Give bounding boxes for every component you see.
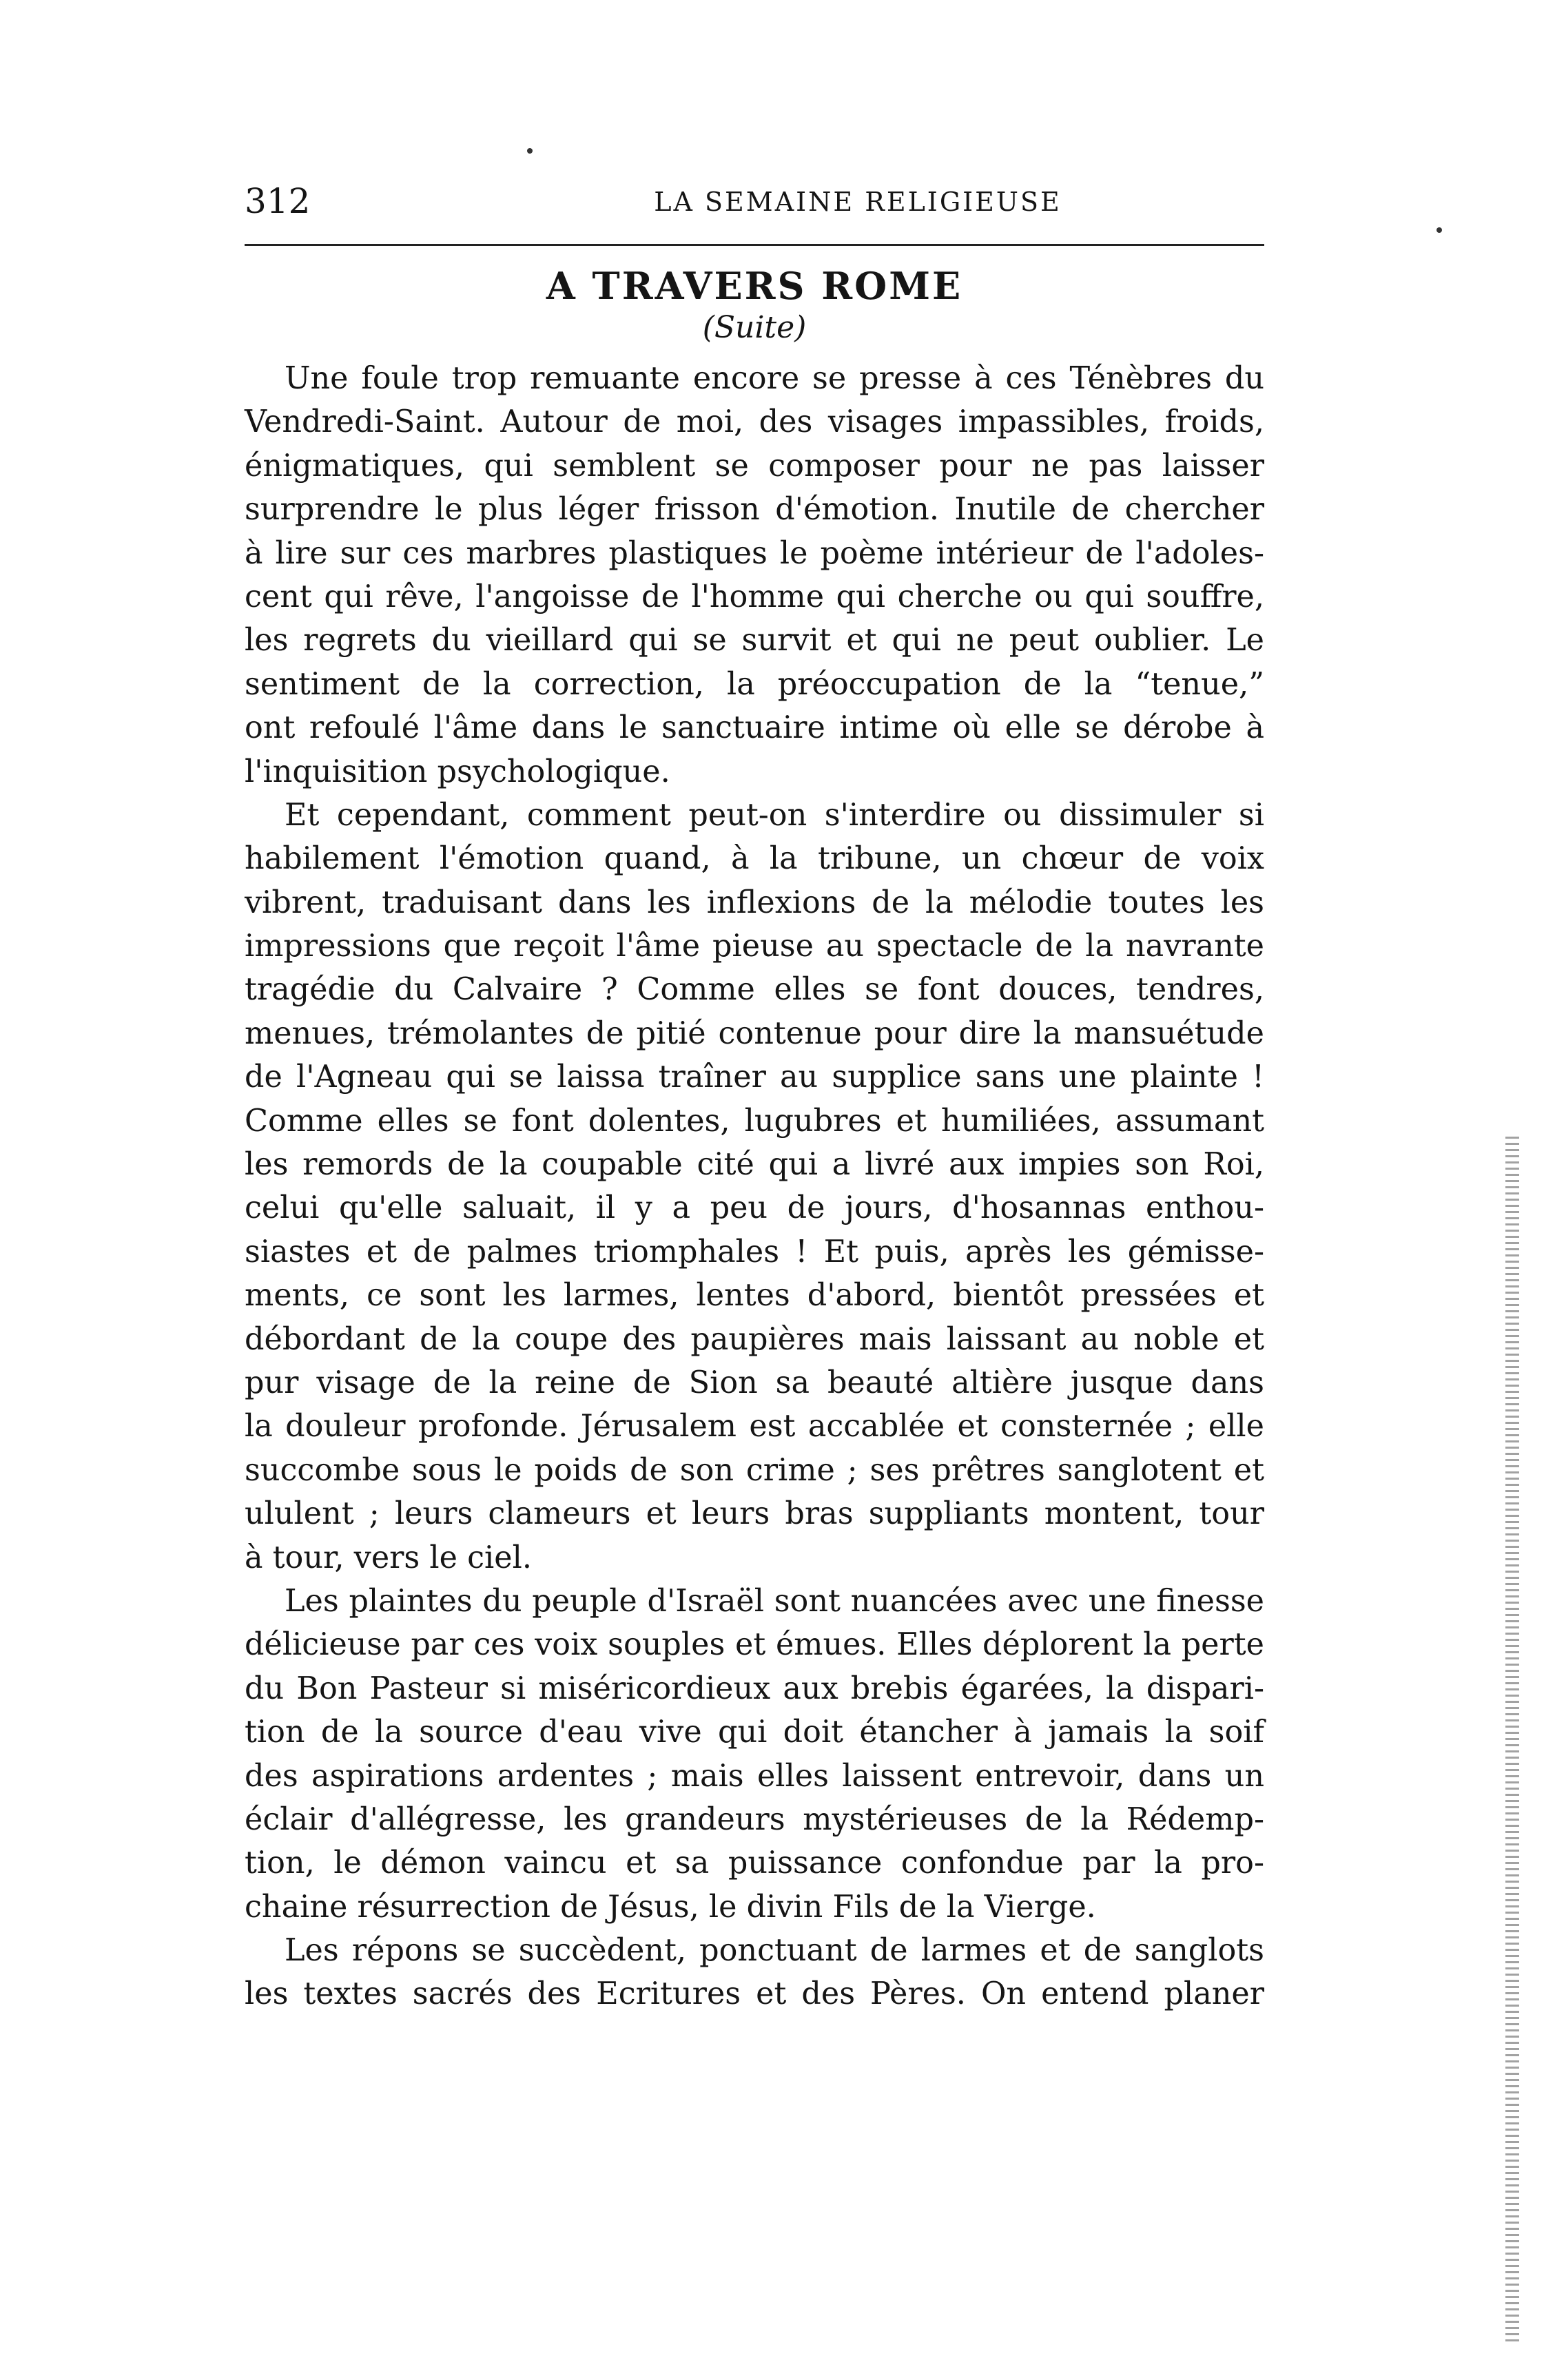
article-title: A TRAVERS ROME <box>546 264 963 308</box>
text-line: habilement l'émotion quand, à la tribune, un chœur de voix <box>245 841 1264 877</box>
text-line: délicieuse par ces voix souples et émues. Elles déplorent la perte <box>245 1627 1264 1663</box>
text-line: des aspirations ardentes ; mais elles laissent entrevoir, dans un <box>245 1758 1264 1794</box>
text-line: à lire sur ces marbres plastiques le poème intérieur de l'adoles- <box>245 535 1264 571</box>
text-line: à tour, vers le ciel. <box>245 1540 532 1575</box>
article-subtitle: (Suite) <box>702 310 807 345</box>
paragraph <box>245 1929 1264 2016</box>
text-line: ments, ce sont les larmes, lentes d'abord, bientôt pressées et <box>245 1278 1264 1314</box>
text-line: du Bon Pasteur si miséricordieux aux brebis égarées, la dispari- <box>245 1670 1264 1706</box>
page-number: 312 <box>245 181 311 221</box>
text-line: les regrets du vieillard qui se survit et qui ne peut oublier. Le <box>245 623 1264 659</box>
text-line: la douleur profonde. Jérusalem est accablée et consternée ; elle <box>245 1409 1264 1445</box>
text-line: surprendre le plus léger frisson d'émotion. Inutile de chercher <box>245 492 1264 528</box>
text-line: Les plaintes du peuple d'Israël sont nuancées avec une finesse <box>285 1583 1264 1619</box>
text-line: l'inquisition psychologique. <box>245 754 670 789</box>
text-line: pur visage de la reine de Sion sa beauté altière jusque dans <box>245 1365 1264 1400</box>
text-line: menues, trémolantes de pitié contenue pour dire la mansuétude <box>245 1015 1264 1051</box>
text-line: éclair d'allégresse, les grandeurs mystérieuses de la Rédemp- <box>245 1801 1264 1837</box>
text-line: cent qui rêve, l'angoisse de l'homme qui cherche ou qui souffre, <box>245 579 1264 614</box>
text-line: chaine résurrection de Jésus, le divin Fils de la Vierge. <box>245 1889 1096 1925</box>
text-line: ont refoulé l'âme dans le sanctuaire intime où elle se dérobe à <box>245 710 1264 746</box>
scan-speck <box>527 148 533 154</box>
text-line: vibrent, traduisant dans les inflexions de la mélodie toutes les <box>245 884 1264 920</box>
text-line: tion de la source d'eau vive qui doit étancher à jamais la soif <box>245 1715 1264 1750</box>
text-line: tion, le démon vaincu et sa puissance confondue par la pro- <box>245 1845 1264 1881</box>
page-header <box>245 180 1264 222</box>
text-line: ululent ; leurs clameurs et leurs bras suppliants montent, tour <box>245 1496 1264 1532</box>
text-line: les textes sacrés des Ecritures et des Pères. On entend planer <box>245 1976 1264 2012</box>
text-line: celui qu'elle saluait, il y a peu de jours, d'hosannas enthou- <box>245 1190 1264 1226</box>
text-line: Une foule trop remuante encore se presse à ces Ténèbres du <box>285 361 1264 396</box>
text-line: Les répons se succèdent, ponctuant de larmes et de sanglots <box>285 1933 1264 1969</box>
text-line: énigmatiques, qui semblent se composer pour ne pas laisser <box>245 448 1264 484</box>
text-line: Comme elles se font dolentes, lugubres et humiliées, assumant <box>245 1103 1264 1139</box>
scan-edge-marks <box>1505 1137 1519 2342</box>
text-line: de l'Agneau qui se laissa traîner au supplice sans une plainte ! <box>245 1059 1264 1095</box>
text-line: impressions que reçoit l'âme pieuse au spectacle de la navrante <box>245 929 1264 964</box>
running-title: LA SEMAINE RELIGIEUSE <box>654 187 1062 217</box>
text-line: débordant de la coupe des paupières mais laissant au noble et <box>245 1321 1264 1357</box>
paragraph <box>245 794 1264 1580</box>
text-line: sentiment de la correction, la préoccupation de la “tenue,” <box>245 666 1264 702</box>
text-line: Et cependant, comment peut-on s'interdire ou dissimuler si <box>285 797 1264 833</box>
article-body <box>245 357 1264 2016</box>
text-line: tragédie du Calvaire ? Comme elles se font douces, tendres, <box>245 972 1264 1008</box>
paragraph <box>245 357 1264 794</box>
paragraph <box>245 1580 1264 1929</box>
text-line: siastes et de palmes triomphales ! Et puis, après les gémisse- <box>245 1234 1264 1270</box>
header-rule <box>245 244 1264 246</box>
text-line: Vendredi-Saint. Autour de moi, des visages impassibles, froids, <box>245 404 1264 440</box>
text-line: les remords de la coupable cité qui a livré aux impies son Roi, <box>245 1147 1264 1183</box>
text-line: succombe sous le poids de son crime ; ses prêtres sanglotent et <box>245 1452 1264 1488</box>
scan-speck <box>1436 227 1442 233</box>
